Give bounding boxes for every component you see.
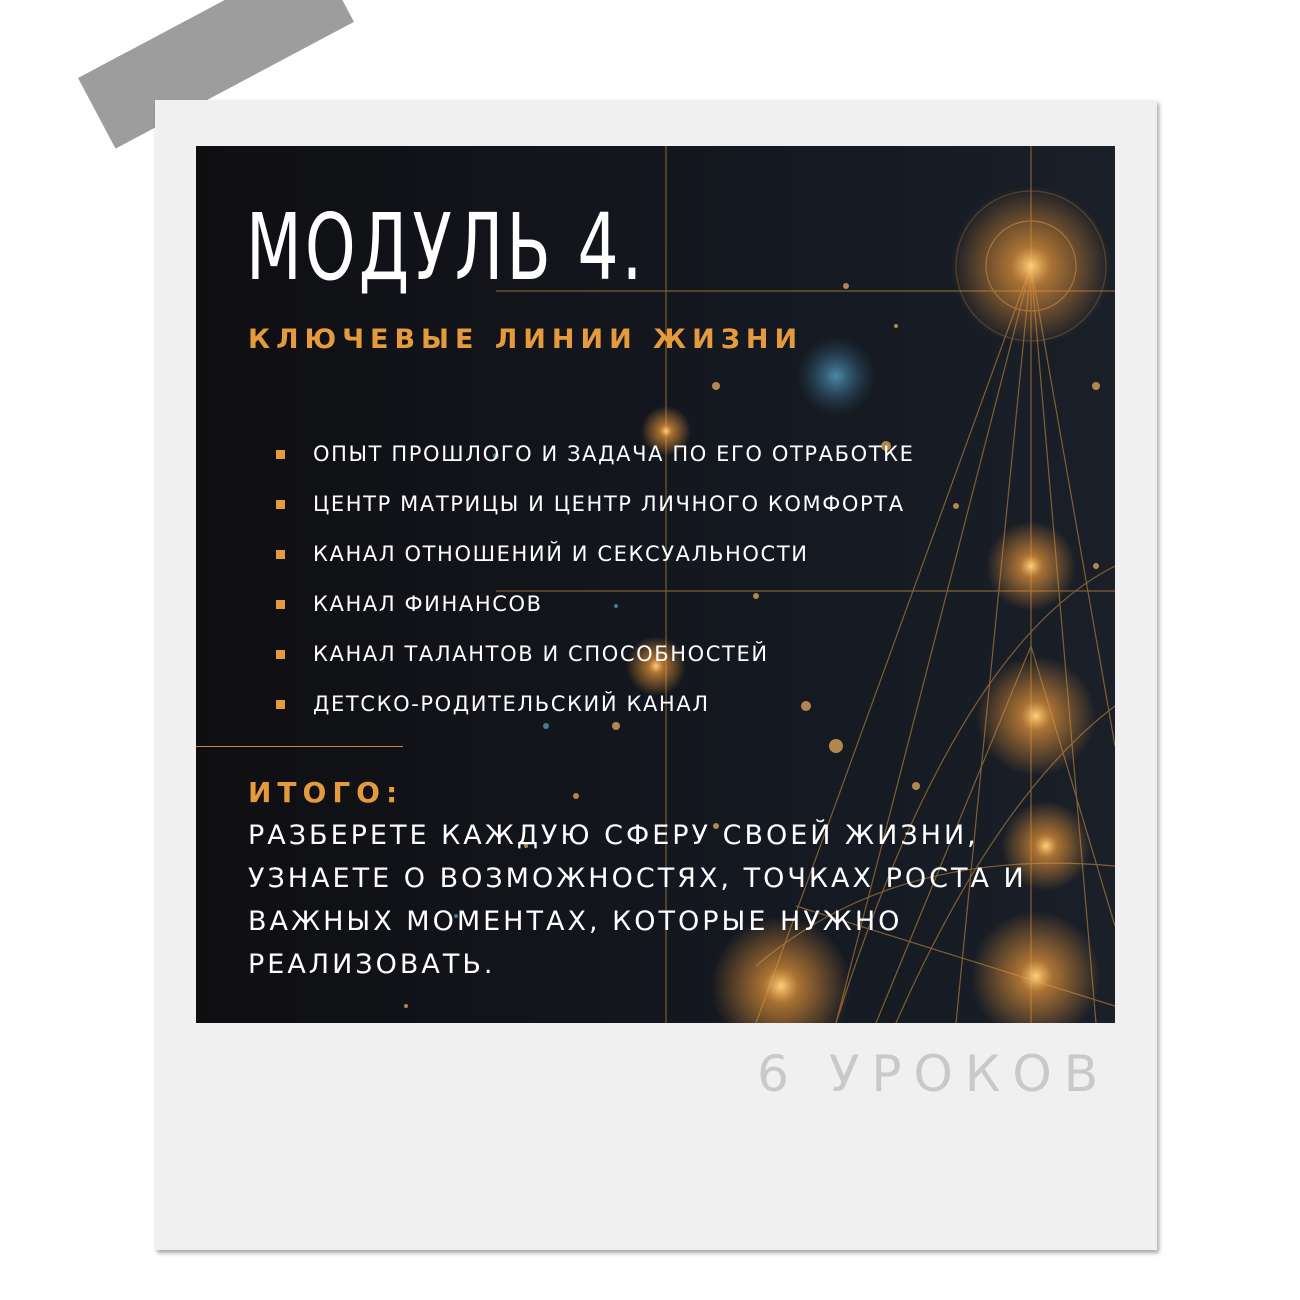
summary-label: ИТОГО: bbox=[248, 776, 404, 809]
list-item-label: КАНАЛ ТАЛАНТОВ И СПОСОБНОСТЕЙ bbox=[313, 642, 769, 666]
divider-line bbox=[196, 746, 403, 747]
list-item bbox=[276, 679, 915, 729]
module-title: МОДУЛЬ 4. bbox=[246, 194, 646, 301]
bullet-square-icon bbox=[276, 700, 285, 709]
list-item bbox=[276, 629, 915, 679]
list-item-label: ЦЕНТР МАТРИЦЫ И ЦЕНТР ЛИЧНОГО КОМФОРТА bbox=[313, 492, 905, 516]
list-item bbox=[276, 429, 915, 479]
list-item-label: КАНАЛ ОТНОШЕНИЙ И СЕКСУАЛЬНОСТИ bbox=[313, 542, 809, 566]
list-item bbox=[276, 579, 915, 629]
list-item bbox=[276, 479, 915, 529]
bullet-square-icon bbox=[276, 600, 285, 609]
list-item bbox=[276, 529, 915, 579]
summary-text: РАЗБЕРЕТЕ КАЖДУЮ СФЕРУ СВОЕЙ ЖИЗНИ, УЗНАЕТЕ О ВОЗМОЖНОСТЯХ, ТОЧКАХ РОСТА И ВАЖНЫХ МОМЕНТАХ, КОТОРЫЕ НУЖНО РЕАЛИЗОВАТЬ. bbox=[248, 820, 1027, 980]
topics-list bbox=[276, 429, 915, 729]
module-subtitle: КЛЮЧЕВЫЕ ЛИНИИ ЖИЗНИ bbox=[248, 324, 804, 355]
bullet-square-icon bbox=[276, 450, 285, 459]
list-item-label: КАНАЛ ФИНАНСОВ bbox=[313, 592, 543, 616]
bullet-square-icon bbox=[276, 500, 285, 509]
list-item-label: ДЕТСКО-РОДИТЕЛЬСКИЙ КАНАЛ bbox=[313, 692, 710, 716]
module-card bbox=[196, 146, 1115, 1023]
list-item-label: ОПЫТ ПРОШЛОГО И ЗАДАЧА ПО ЕГО ОТРАБОТКЕ bbox=[313, 442, 915, 466]
bullet-square-icon bbox=[276, 650, 285, 659]
lessons-count: 6 УРОКОВ bbox=[757, 1045, 1110, 1103]
bullet-square-icon bbox=[276, 550, 285, 559]
